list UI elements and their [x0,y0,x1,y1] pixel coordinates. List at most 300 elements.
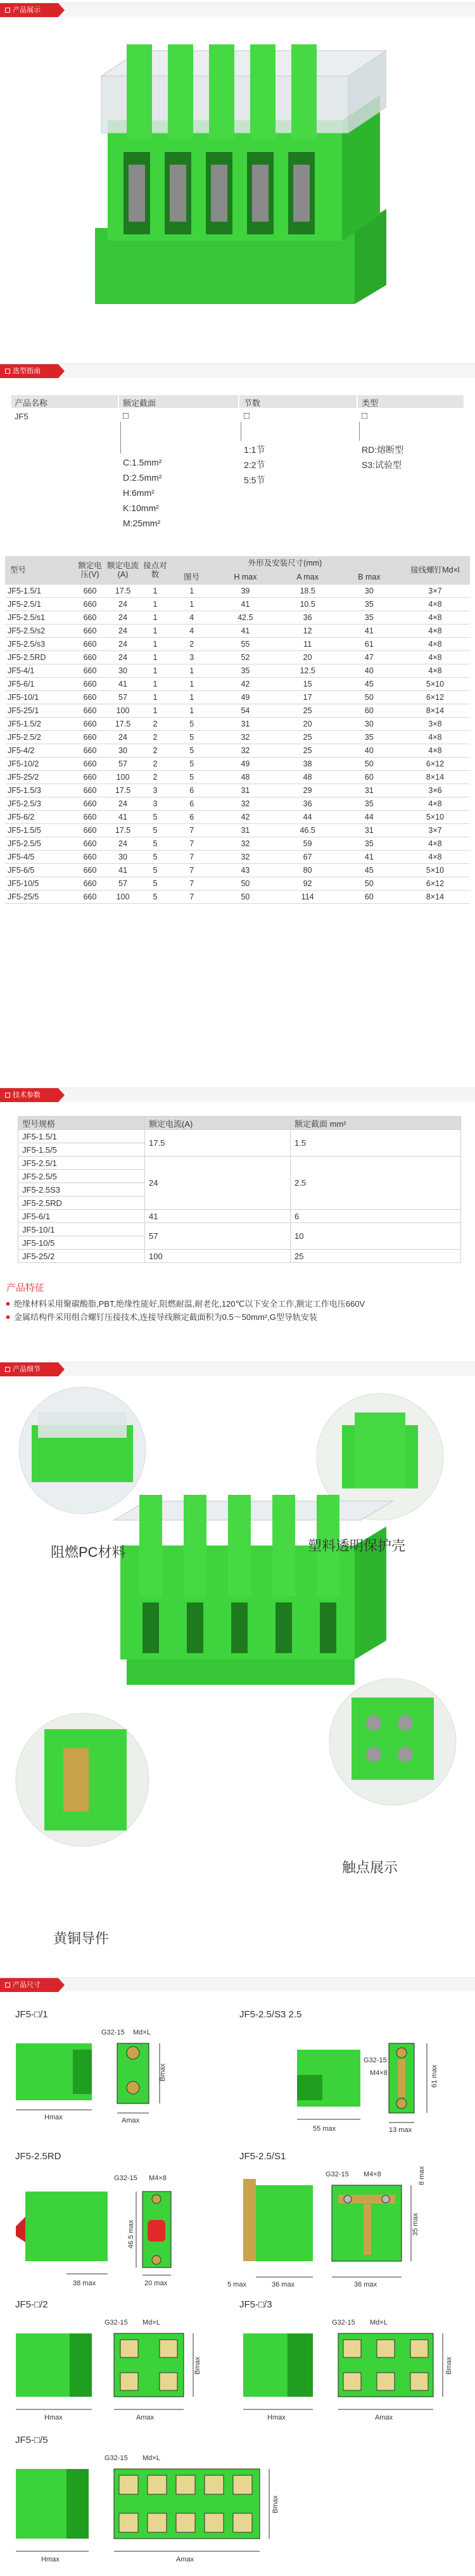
table-cell: 660 [75,584,105,597]
table-cell: 41 [338,624,400,637]
table-cell: 660 [75,810,105,823]
table-cell: 1 [170,664,213,677]
table-cell: 24 [105,650,141,664]
header-nodes: 节数 [244,398,261,408]
tech-section: 10 [291,1223,461,1250]
table-row [5,850,470,863]
dim-hmax: Hmax [44,2414,63,2421]
header-product-name: 产品名称 [15,398,48,408]
section-title: 产品展示 [13,6,41,14]
table-cell: 60 [338,890,400,903]
table-cell: 32 [213,730,277,744]
table-cell: 49 [213,757,277,770]
table-cell: 24 [105,797,141,810]
dim-m48: M4×8 [149,2174,167,2182]
dim-20: 20 max [144,2280,168,2287]
table-cell: 17.5 [105,717,141,730]
table-cell: 57 [105,757,141,770]
table-cell: JF5-4/5 [5,850,75,863]
table-cell: 47 [338,650,400,664]
table-cell: 31 [213,784,277,797]
table-cell: 50 [338,690,400,704]
diagram-title-4: JF5-2.5/S1 [239,2151,286,2162]
table-cell: 35 [338,797,400,810]
table-cell: 30 [105,664,141,677]
table-cell: 660 [75,690,105,704]
dim-amax: Amax [136,2414,155,2421]
table-cell: 30 [338,717,400,730]
tech-model: JF5-2.5RD [18,1196,145,1210]
label-transparent-cover: 塑料透明保护壳 [308,1538,406,1554]
table-row [5,611,470,624]
dim-g: G32-15 [364,2057,387,2064]
table-cell: 57 [105,877,141,890]
table-cell: 17.5 [105,823,141,837]
table-cell: JF5-2.5/3 [5,797,75,810]
section-bar-size [0,1977,475,1991]
section-options: C:1.5mm² D:2.5mm² H:6mm² K:10mm² M:25mm² [123,457,162,528]
table-cell: JF5-1.5/3 [5,784,75,797]
table-cell: JF5-2.5/s1 [5,611,75,624]
product-detail-image [0,1387,475,1932]
table-cell: JF5-6/2 [5,810,75,823]
table-cell: 660 [75,611,105,624]
dim-amax: Amax [122,2117,140,2124]
table-cell: 48 [213,770,277,784]
table-cell: 6 [170,797,213,810]
table-cell: 57 [105,690,141,704]
table-cell: 100 [105,890,141,903]
diagram-title-7: JF5-□/5 [15,2435,48,2446]
table-cell: 5×10 [400,863,470,877]
node-options: 1:1节 2:2节 5:5节 [244,445,265,485]
tech-section: 6 [291,1210,461,1223]
table-row [5,890,470,903]
col-fig: 图号 [170,570,213,584]
dim-46-5: 46.5 max [127,2219,135,2249]
table-row [5,744,470,757]
table-cell: 660 [75,850,105,863]
table-cell: 1 [141,637,170,650]
table-cell: 4×8 [400,611,470,624]
table-row [5,863,470,877]
table-cell: 3×6 [400,784,470,797]
table-cell: 8×14 [400,890,470,903]
dim-g: G32-15 [114,2174,137,2182]
dim-md: Md×L [142,2454,160,2462]
table-cell: JF5-1.5/2 [5,717,75,730]
section-title: 产品尺寸 [13,1981,41,1989]
table-cell: 1 [141,611,170,624]
table-cell: 35 [338,611,400,624]
table-cell: 92 [277,877,338,890]
tech-model: JF5-25/2 [18,1250,145,1263]
table-cell: 35 [338,597,400,611]
table-cell: 4×8 [400,850,470,863]
table-cell: 36 [277,611,338,624]
table-row [5,664,470,677]
table-cell: JF5-1.5/1 [5,584,75,597]
table-cell: 660 [75,863,105,877]
table-cell: 1 [141,704,170,717]
table-cell: 12 [277,624,338,637]
table-cell: 660 [75,624,105,637]
table-cell: 5 [170,770,213,784]
table-cell: 660 [75,677,105,690]
table-cell: 5 [170,744,213,757]
table-row [5,677,470,690]
table-cell: 4×8 [400,624,470,637]
table-cell: 60 [338,704,400,717]
table-cell: 5 [170,730,213,744]
table-cell: 2 [141,744,170,757]
product-hero-image [57,38,418,329]
dim-8: 8 max [418,2166,426,2185]
table-cell: 50 [338,877,400,890]
table-cell: 660 [75,650,105,664]
dim-amax: Amax [375,2414,393,2421]
table-row [5,730,470,744]
table-cell: 50 [213,877,277,890]
table-cell: 43 [213,863,277,877]
col-dims: 外形及安装尺寸(mm) [170,556,400,570]
section-title: 技术参数 [13,1091,41,1099]
header-type: 类型 [362,398,379,408]
table-cell: 4×8 [400,637,470,650]
table-cell: JF5-1.5/5 [5,823,75,837]
table-cell: 24 [105,730,141,744]
table-cell: 1 [141,690,170,704]
table-cell: 41 [105,863,141,877]
section-bar-display [0,3,475,16]
section-icon [5,369,10,374]
table-cell: 41 [213,624,277,637]
diagram-title-1: JF5-□/1 [15,2009,48,2020]
table-cell: JF5-4/1 [5,664,75,677]
section-icon [5,1983,10,1988]
table-row [5,823,470,837]
table-cell: JF5-2.5/5 [5,837,75,850]
table-row [5,810,470,823]
tech-model: JF5-2.5/5 [18,1170,145,1183]
dim-bmax: Bmax [445,2356,453,2375]
table-cell: 660 [75,770,105,784]
table-cell: 6 [170,810,213,823]
label-brass-conductor: 黄铜导件 [53,1931,110,1946]
product-name: JF5 [15,412,28,421]
table-cell: 17 [277,690,338,704]
tech-model: JF5-10/5 [18,1236,145,1250]
table-cell: 24 [105,597,141,611]
tech-model: JF5-1.5/1 [18,1130,145,1143]
table-cell: 36 [277,797,338,810]
tech-current: 41 [145,1210,291,1223]
table-cell: 45 [338,863,400,877]
table-cell: 660 [75,784,105,797]
table-cell: 32 [213,850,277,863]
dimension-diagram-4 [227,2166,465,2293]
table-cell: 4×8 [400,837,470,850]
table-cell: 6×12 [400,877,470,890]
table-cell: 50 [213,890,277,903]
table-cell: 660 [75,757,105,770]
table-cell: 44 [338,810,400,823]
header-rated-section: 额定截面 [123,398,156,408]
col-pairs: 接点对数 [141,556,170,584]
table-cell: JF5-10/2 [5,757,75,770]
table-cell: 660 [75,664,105,677]
table-cell: 6 [170,784,213,797]
table-cell: 46.5 [277,823,338,837]
tech-section: 25 [291,1250,461,1263]
tech-col-current: 额定电流(A) [145,1117,291,1130]
diagram-title-3: JF5-2.5RD [15,2151,61,2162]
tech-current: 100 [145,1250,291,1263]
label-contact-display: 触点展示 [342,1860,398,1875]
table-cell: 1 [141,650,170,664]
table-cell: 3 [141,784,170,797]
table-cell: 45 [338,677,400,690]
table-cell: JF5-6/1 [5,677,75,690]
table-cell: 5×10 [400,810,470,823]
table-cell: 42 [213,810,277,823]
dim-36a: 36 max [272,2281,295,2288]
dim-hmax: Hmax [41,2556,60,2563]
dim-bmax: Bmax [272,2495,279,2513]
table-cell: 40 [338,744,400,757]
dimension-diagram-1 [13,2024,228,2138]
table-cell: JF5-25/1 [5,704,75,717]
table-cell: 61 [338,637,400,650]
label-pc-material: 阻燃PC材料 [51,1544,126,1560]
section-icon [5,1367,10,1372]
table-cell: 7 [170,823,213,837]
table-cell: 35 [338,730,400,744]
tech-section: 2.5 [291,1157,461,1210]
table-cell: 18.5 [277,584,338,597]
table-cell: 1 [170,704,213,717]
table-cell: 50 [338,757,400,770]
table-row [5,584,470,597]
table-cell: 1 [141,677,170,690]
table-cell: JF5-6/5 [5,863,75,877]
tech-model: JF5-2.5/1 [18,1157,145,1170]
table-cell: 3×8 [400,717,470,730]
table-cell: 3 [170,650,213,664]
features-block [6,1281,469,1323]
tech-col-section: 额定截面 mm² [291,1117,461,1130]
table-cell: 660 [75,823,105,837]
table-cell: 3 [141,797,170,810]
table-cell: 35 [338,837,400,850]
table-cell: 35 [213,664,277,677]
dim-g: G32-15 [326,2171,349,2178]
table-cell: 660 [75,877,105,890]
table-cell: 1 [141,664,170,677]
table-cell: JF5-4/2 [5,744,75,757]
tech-current: 57 [145,1223,291,1250]
dim-amax: Amax [176,2556,194,2563]
table-cell: 1 [170,677,213,690]
table-cell: 41 [338,850,400,863]
table-cell: 54 [213,704,277,717]
table-cell: 4×8 [400,730,470,744]
table-cell: 6×12 [400,757,470,770]
table-cell: 41 [213,597,277,611]
dim-md: Md×L [370,2319,388,2326]
dim-38: 38 max [73,2280,96,2287]
table-cell: 660 [75,717,105,730]
table-cell: JF5-2.5/1 [5,597,75,611]
dim-36b: 36 max [354,2281,377,2288]
table-cell: 25 [277,744,338,757]
table-cell: 48 [277,770,338,784]
table-cell: 11 [277,637,338,650]
table-cell: 5 [141,823,170,837]
table-cell: 660 [75,597,105,611]
table-cell: 660 [75,837,105,850]
dimension-diagram-5 [13,2314,228,2428]
table-cell: 30 [105,850,141,863]
diagram-title-2: JF5-2.5/S3 2.5 [239,2009,302,2020]
table-cell: 114 [277,890,338,903]
section-icon [5,8,10,13]
dim-35: 35 max [412,2212,419,2236]
checkbox-nodes: □ [244,410,250,421]
table-cell: 5 [141,850,170,863]
table-cell: 12.5 [277,664,338,677]
table-cell: 55 [213,637,277,650]
dim-bmax: Bmax [194,2356,201,2375]
table-cell: 7 [170,877,213,890]
table-cell: 5 [141,837,170,850]
table-cell: JF5-2.5RD [5,650,75,664]
col-model: 型号 [5,556,75,584]
section-bar-selection [0,364,475,378]
table-cell: 40 [338,664,400,677]
table-cell: 59 [277,837,338,850]
dim-13: 13 max [389,2126,412,2134]
table-cell: 8×14 [400,770,470,784]
table-cell: 32 [213,744,277,757]
table-cell: 25 [277,730,338,744]
table-cell: 30 [338,584,400,597]
table-cell: 24 [105,624,141,637]
table-cell: 17.5 [105,784,141,797]
table-cell: 15 [277,677,338,690]
feature-item-2: 金属结构件采用组合螺钉压接技术,连接导线额定截面积为0.5～50mm²,G型导轨安装 [6,1311,469,1323]
tech-model: JF5-6/1 [18,1210,145,1223]
table-cell: 4×8 [400,744,470,757]
table-cell: 4×8 [400,664,470,677]
dim-g: G32-15 [101,2029,125,2036]
dim-hmax: Hmax [267,2414,286,2421]
table-cell: 4 [170,624,213,637]
tech-col-model: 型号规格 [18,1117,145,1130]
table-cell: 1 [141,584,170,597]
table-cell: 660 [75,704,105,717]
table-cell: 67 [277,850,338,863]
dimension-diagram-7 [13,2450,291,2570]
section-title: 产品细节 [13,1366,41,1373]
table-cell: 80 [277,863,338,877]
table-cell: 5 [170,717,213,730]
table-cell: 2 [141,757,170,770]
col-amax: A max [277,570,338,584]
section-bar-detail [0,1362,475,1376]
table-cell: 31 [213,823,277,837]
parameter-table [5,556,470,904]
table-cell: 44 [277,810,338,823]
section-bar-tech [0,1088,475,1101]
tech-table [18,1116,461,1263]
table-cell: 32 [213,797,277,810]
table-cell: 24 [105,837,141,850]
table-cell: 5 [170,757,213,770]
table-cell: JF5-25/5 [5,890,75,903]
table-cell: 3×7 [400,823,470,837]
dim-5: 5 max [227,2281,246,2288]
table-cell: 660 [75,797,105,810]
features-title: 产品特征 [6,1283,45,1293]
table-cell: 660 [75,637,105,650]
table-cell: JF5-10/5 [5,877,75,890]
table-cell: 4×8 [400,597,470,611]
table-cell: 1 [170,597,213,611]
table-cell: 100 [105,704,141,717]
checkbox-section: □ [123,410,129,421]
table-cell: 1 [141,597,170,611]
table-cell: 17.5 [105,584,141,597]
table-cell: 7 [170,890,213,903]
table-cell: 52 [213,650,277,664]
table-cell: 25 [277,704,338,717]
dim-61: 61 max [431,2064,438,2088]
table-cell: 29 [277,784,338,797]
tech-current: 24 [145,1157,291,1210]
diagram-title-5: JF5-□/2 [15,2299,48,2310]
table-row [5,650,470,664]
col-voltage: 额定电压(V) [75,556,105,584]
table-row [5,690,470,704]
dim-m48: M4×8 [364,2171,381,2178]
dim-bmax: Bmax [159,2063,167,2081]
dim-mdl: Md×L [133,2029,151,2036]
table-cell: 1 [170,690,213,704]
dim-hmax: Hmax [44,2114,63,2121]
col-bmax: B max [338,570,400,584]
tech-section: 1.5 [291,1130,461,1157]
type-options: RD:熔断型 S3:试验型 [362,445,404,470]
table-cell: 38 [277,757,338,770]
table-cell: 7 [170,850,213,863]
table-cell: 31 [338,823,400,837]
table-cell: 2 [170,637,213,650]
feature-item-1: 绝缘材料采用聚碳酸脂,PBT,绝缘性能好,阻燃耐温,耐老化,120℃以下安全工作,额定工作电压660V [6,1298,469,1310]
table-row [5,624,470,637]
dimension-diagram-6 [237,2314,465,2428]
checkbox-type: □ [362,410,368,421]
tech-model: JF5-1.5/5 [18,1143,145,1157]
table-cell: 41 [105,810,141,823]
table-cell: 31 [338,784,400,797]
dim-g: G32-15 [104,2319,128,2326]
table-cell: 39 [213,584,277,597]
tech-model: JF5-10/1 [18,1223,145,1236]
table-cell: 2 [141,730,170,744]
table-cell: 10.5 [277,597,338,611]
table-row [5,837,470,850]
